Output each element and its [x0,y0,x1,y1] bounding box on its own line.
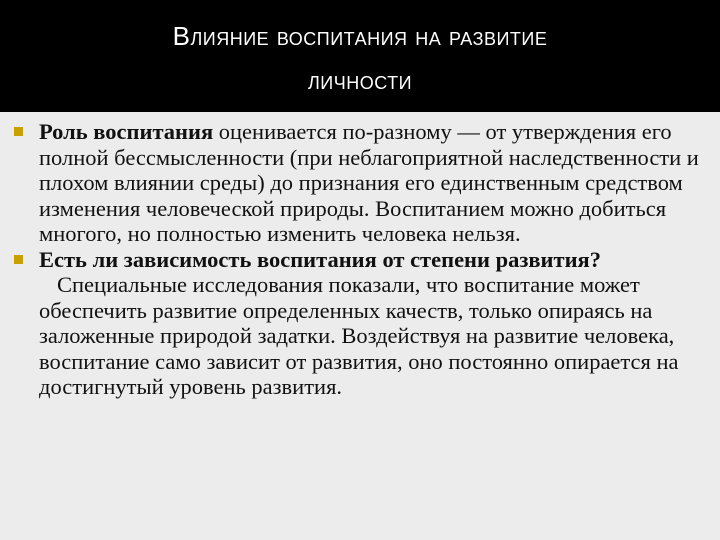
title-band [0,0,720,112]
bullet-2-bold: Есть ли зависимость воспитания от степени развития? [39,246,601,272]
bullet-list [14,119,714,400]
bullet-item-role-of-upbringing [14,119,714,247]
bullet-1-text: оценивается по-разному — от утверждения его полной бессмысленности (при неблагоприятной наследственности и плохом влиянии среды) до признания его единственным средством изменения человеческой природы. Воспитанием можно добиться многого, но полностью изменить человека нельзя. [39,119,699,246]
square-bullet-icon [14,255,23,264]
bullet-item-dependence-question [14,247,714,400]
square-bullet-icon [14,127,23,136]
slide-title-line-1: Влияние воспитания на развитие [172,21,548,51]
slide-title-line-2: личности [307,65,413,95]
bullet-2-text: Специальные исследования показали, что воспитание может обеспечить развитие определенных качеств, только опираясь на заложенные природой задатки. Воздействуя на развитие человека, воспитание само зависит от развития, оно постоянно опирается на достигнутый уровень развития. [39,272,679,399]
bullet-1-bold: Роль воспитания [39,119,214,144]
slide-title [0,14,720,102]
